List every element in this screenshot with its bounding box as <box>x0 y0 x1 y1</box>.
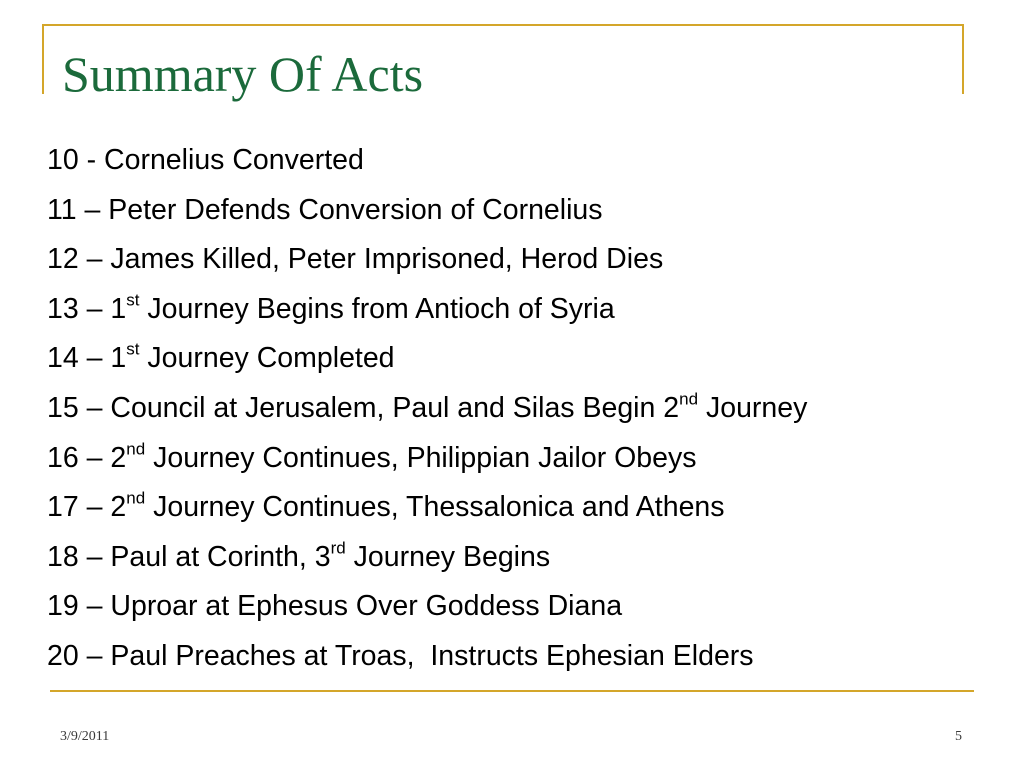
list-item: 18 – Paul at Corinth, 3rd Journey Begins <box>47 538 551 573</box>
list-item: 19 – Uproar at Ephesus Over Goddess Diana <box>47 590 623 623</box>
list-item: 17 – 2nd Journey Continues, Thessalonica and Athens <box>47 488 725 524</box>
list-item: 14 – 1st Journey Completed <box>47 339 395 375</box>
slide-title: Summary Of Acts <box>62 46 424 102</box>
list-item: 15 – Council at Jerusalem, Paul and Silas Begin 2nd Journey <box>47 389 808 424</box>
page-number: 5 <box>955 729 962 744</box>
list-item: 13 – 1st Journey Begins from Antioch of Syria <box>47 290 615 325</box>
summary-list <box>47 136 807 682</box>
title-frame-left-rule <box>42 24 44 94</box>
list-item: 10 - Cornelius Converted <box>47 144 364 176</box>
footer-rule <box>50 690 974 692</box>
list-item: 12 – James Killed, Peter Imprisoned, Herod Dies <box>47 243 664 276</box>
list-item: 16 – 2nd Journey Continues, Philippian Jailor Obeys <box>47 438 697 474</box>
title-frame-right-rule <box>962 24 964 94</box>
list-item: 20 – Paul Preaches at Troas, Instructs Ephesian Elders <box>47 639 754 672</box>
list-item: 11 – Peter Defends Conversion of Cornelius <box>47 193 603 226</box>
title-frame-top-rule <box>42 24 964 26</box>
footer-date: 3/9/2011 <box>60 729 110 744</box>
